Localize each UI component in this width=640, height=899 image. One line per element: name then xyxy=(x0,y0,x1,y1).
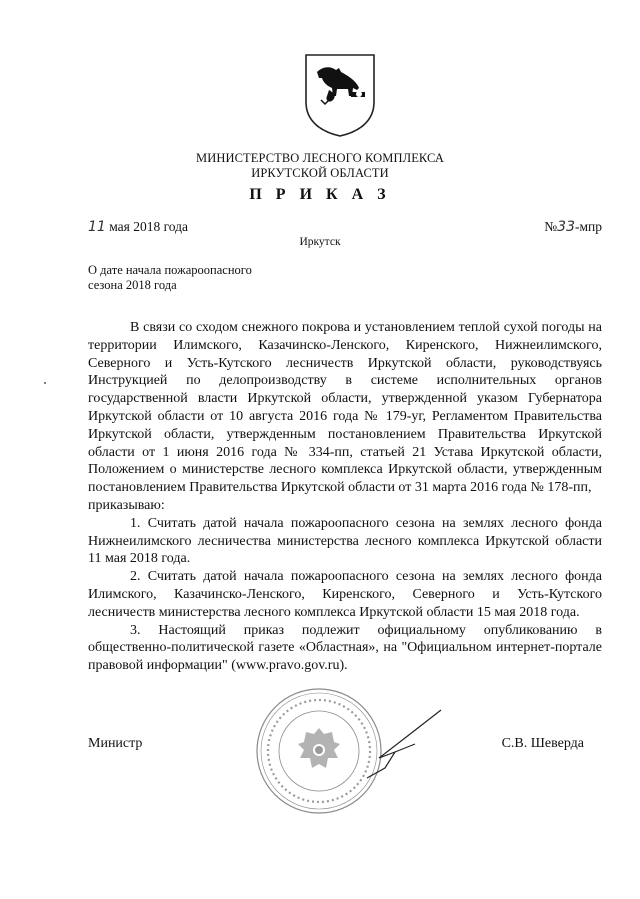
order-item-3: 3. Настоящий приказ подлежит официальному опубликованию в общественно-политической газете «Областная», на "Официальном интернет-портале правовой информации" (www.pravo.gov.ru). xyxy=(88,622,602,674)
order-date xyxy=(88,219,188,235)
preamble-paragraph: В связи со сходом снежного покрова и установлением теплой сухой погоды на территории Илимского, Казачинско-Ленского, Киренского, Нижнеилимского, Северного и Усть-Кутского лесничеств Иркутской области, руководствуясь Инструкцией по делопроизводству в системе исполнительных органов государственной власти Иркутской области, утвержденной указом Губернатора Иркутской области от 10 августа 2016 года № 179-уг, Регламентом Правительства Иркутской области, утвержденным постановлением Правительства Иркутской области от 1 июня 2016 года № 334-пп, статьей 21 Устава Иркутской области, Положением о министерстве лесного комплекса Иркутской области, утвержденным постановлением Правительства Иркутской области от 31 марта 2016 года № 178-пп, xyxy=(88,320,602,496)
order-item-1: 1. Считать датой начала пожароопасного сезона на землях лесного фонда Нижнеилимского лесничества министерства лесного комплекса Иркутской области 11 мая 2018 года. xyxy=(88,515,602,567)
handwritten-signature xyxy=(365,708,445,780)
order-body xyxy=(88,319,602,675)
order-number xyxy=(544,219,602,235)
order-item-2: 2. Считать датой начала пожароопасного сезона на землях лесного фонда Илимского, Казачинско-Ленского, Киренского, Северного и Усть-Кутского лесничеств министерства лесного комплекса Иркутской области 15 мая 2018 года. xyxy=(88,569,602,620)
ministry-line-2: ИРКУТСКОЙ ОБЛАСТИ xyxy=(251,166,389,180)
number-handwritten: 33 xyxy=(557,219,575,235)
signatory-title: Министр xyxy=(88,736,143,751)
number-prefix: № xyxy=(544,219,558,234)
date-handwritten-day: 11 xyxy=(88,219,106,235)
subject-line-1: О дате начала пожароопасного xyxy=(88,263,252,277)
margin-mark xyxy=(44,382,46,384)
signatory-name: С.В. Шеверда xyxy=(501,736,584,751)
date-month-year: мая 2018 года xyxy=(109,219,189,234)
ministry-heading xyxy=(0,151,640,181)
number-suffix: -мпр xyxy=(574,219,602,234)
order-word: приказываю: xyxy=(88,497,165,513)
order-subject xyxy=(88,263,252,293)
subject-line-2: сезона 2018 года xyxy=(88,278,177,292)
city-label: Иркутск xyxy=(299,236,341,248)
ministry-line-1: МИНИСТЕРСТВО ЛЕСНОГО КОМПЛЕКСА xyxy=(195,151,445,165)
document-type-title: П Р И К А З xyxy=(249,186,391,203)
irkutsk-coat-of-arms-icon xyxy=(303,52,377,138)
